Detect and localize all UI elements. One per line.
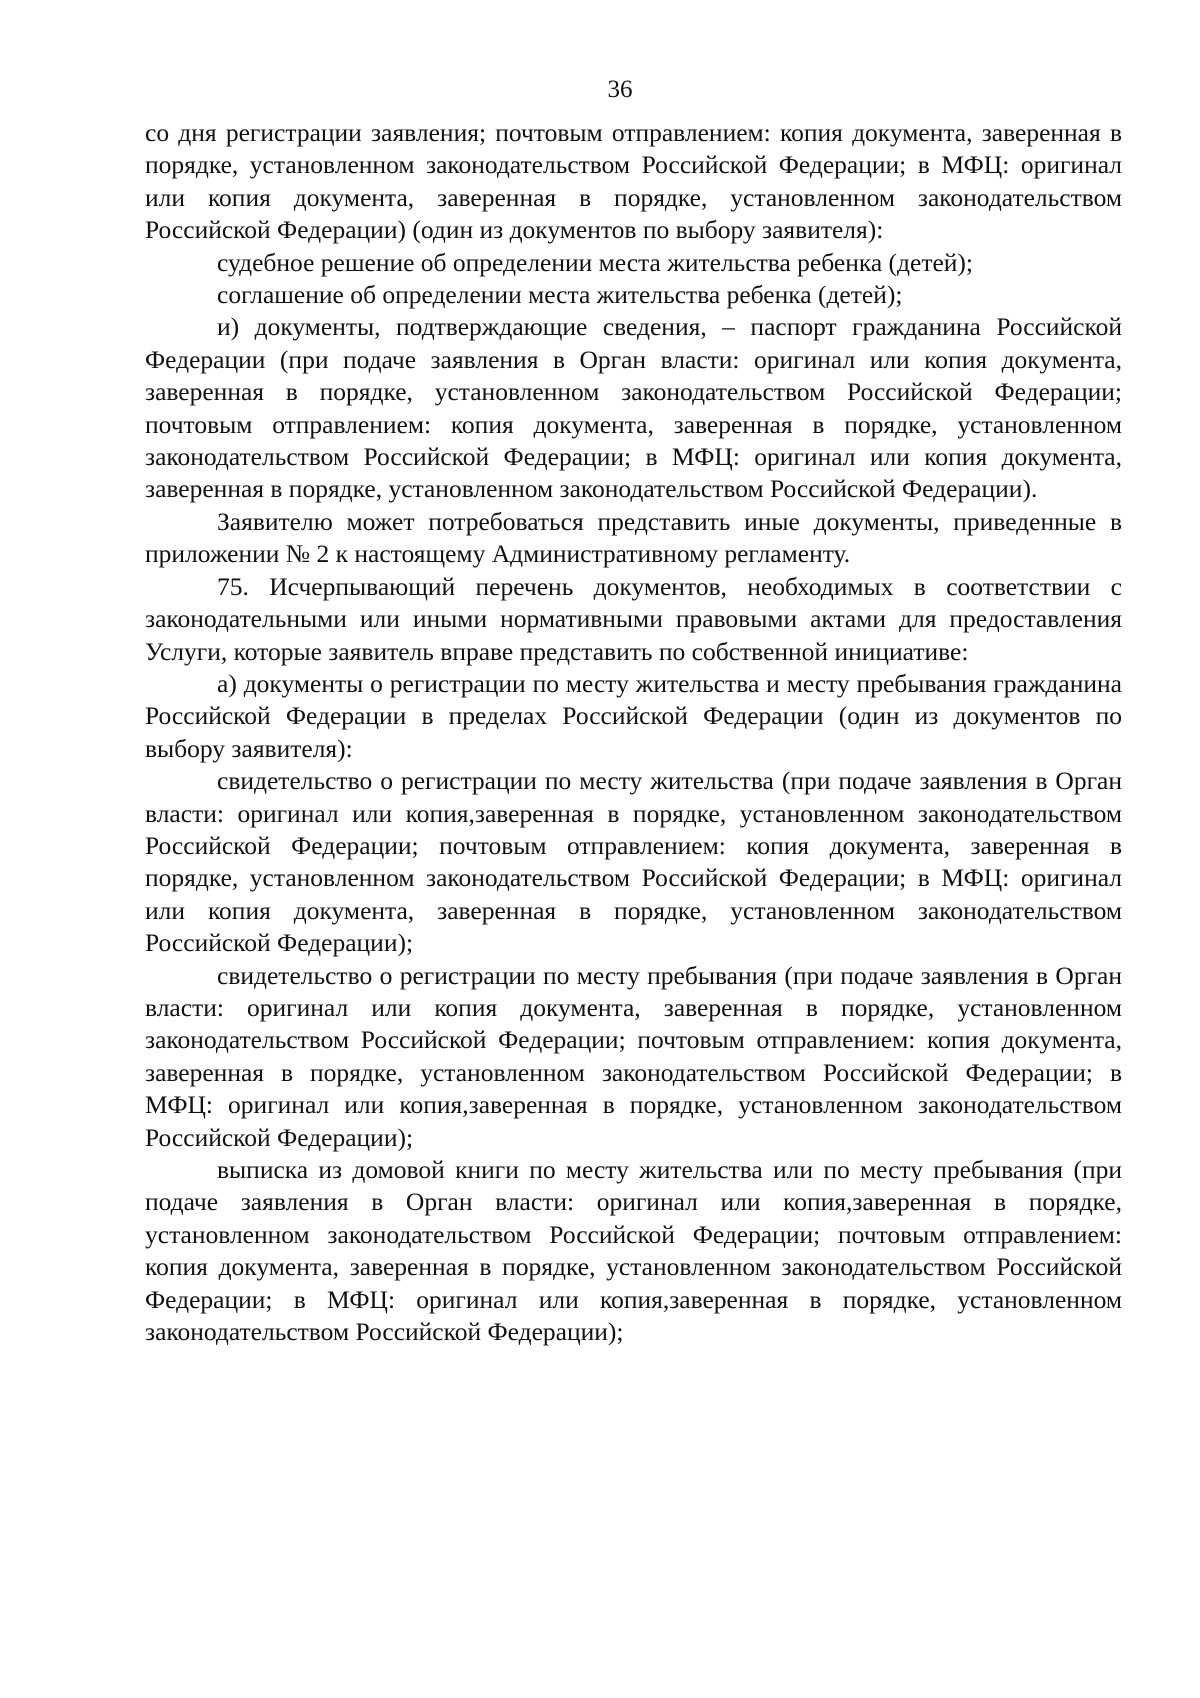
paragraph-residence-agreement: соглашение об определении места жительства ребенка (детей); (217, 280, 903, 310)
paragraph-item-a-registration: а) документы о регистрации по месту жительства и месту пребывания гражданина Российской Федерации в пределах Российской Федерации (один из документов по выбору заявителя): (145, 668, 1122, 763)
page-number: 36 (607, 76, 633, 103)
paragraph-court-decision: судебное решение об определении места жительства ребенка (детей); (217, 247, 974, 277)
paragraph-item-i-passport: и) документы, подтверждающие сведения, – паспорт гражданина Российской Федерации (при подаче заявления в Орган власти: оригинал или копия документа, заверенная в порядке, установленном законодательством Российской Федерации; почтовым отправлением: копия документа, заверенная в порядке, установленном законодательством Российской Федерации; в МФЦ: оригинал или копия документа, заверенная в порядке, установленном законодательством Российской Федерации). (145, 312, 1122, 504)
paragraph-stay-certificate: свидетельство о регистрации по месту пребывания (при подаче заявления в Орган власти: оригинал или копия документа, заверенная в порядке, установленном законодательством Российской Федерации; почтовым отправлением: копия документа, заверенная в порядке, установленном законодательством Российской Федерации; в МФЦ: оригинал или копия,заверенная в порядке, установленном законодательством Российской Федерации); (145, 960, 1122, 1152)
paragraph-continuation: со дня регистрации заявления; почтовым отправлением: копия документа, заверенная в порядке, установленном законодательством Российской Федерации; в МФЦ: оригинал или копия документа, заверенная в порядке, установленном законодательством Российской Федерации) (один из документов по выбору заявителя): (145, 118, 1122, 245)
paragraph-other-documents: Заявителю может потребоваться представить иные документы, приведенные в приложении № 2 к настоящему Административному регламенту. (145, 506, 1122, 569)
paragraph-residence-certificate: свидетельство о регистрации по месту жительства (при подаче заявления в Орган власти: оригинал или копия,заверенная в порядке, установленном законодательством Российской Федерации; почтовым отправлением: копия документа, заверенная в порядке, установленном законодательством Российской Федерации; в МФЦ: оригинал или копия документа, заверенная в порядке, установленном законодательством Российской Федерации); (145, 766, 1122, 958)
paragraph-item-75: 75. Исчерпывающий перечень документов, необходимых в соответствии с законодательными или иными нормативными правовыми актами для предоставления Услуги, которые заявитель вправе представить по собственной инициативе: (145, 571, 1122, 666)
body-text (145, 117, 1122, 1348)
paragraph-house-book-extract: выписка из домовой книги по месту жительства или по месту пребывания (при подаче заявления в Орган власти: оригинал или копия,заверенная в порядке, установленном законодательством Российской Федерации; почтовым отправлением: копия документа, заверенная в порядке, установленном законодательством Российской Федерации; в МФЦ: оригинал или копия,заверенная в порядке, установленном законодательством Российской Федерации); (145, 1155, 1122, 1347)
